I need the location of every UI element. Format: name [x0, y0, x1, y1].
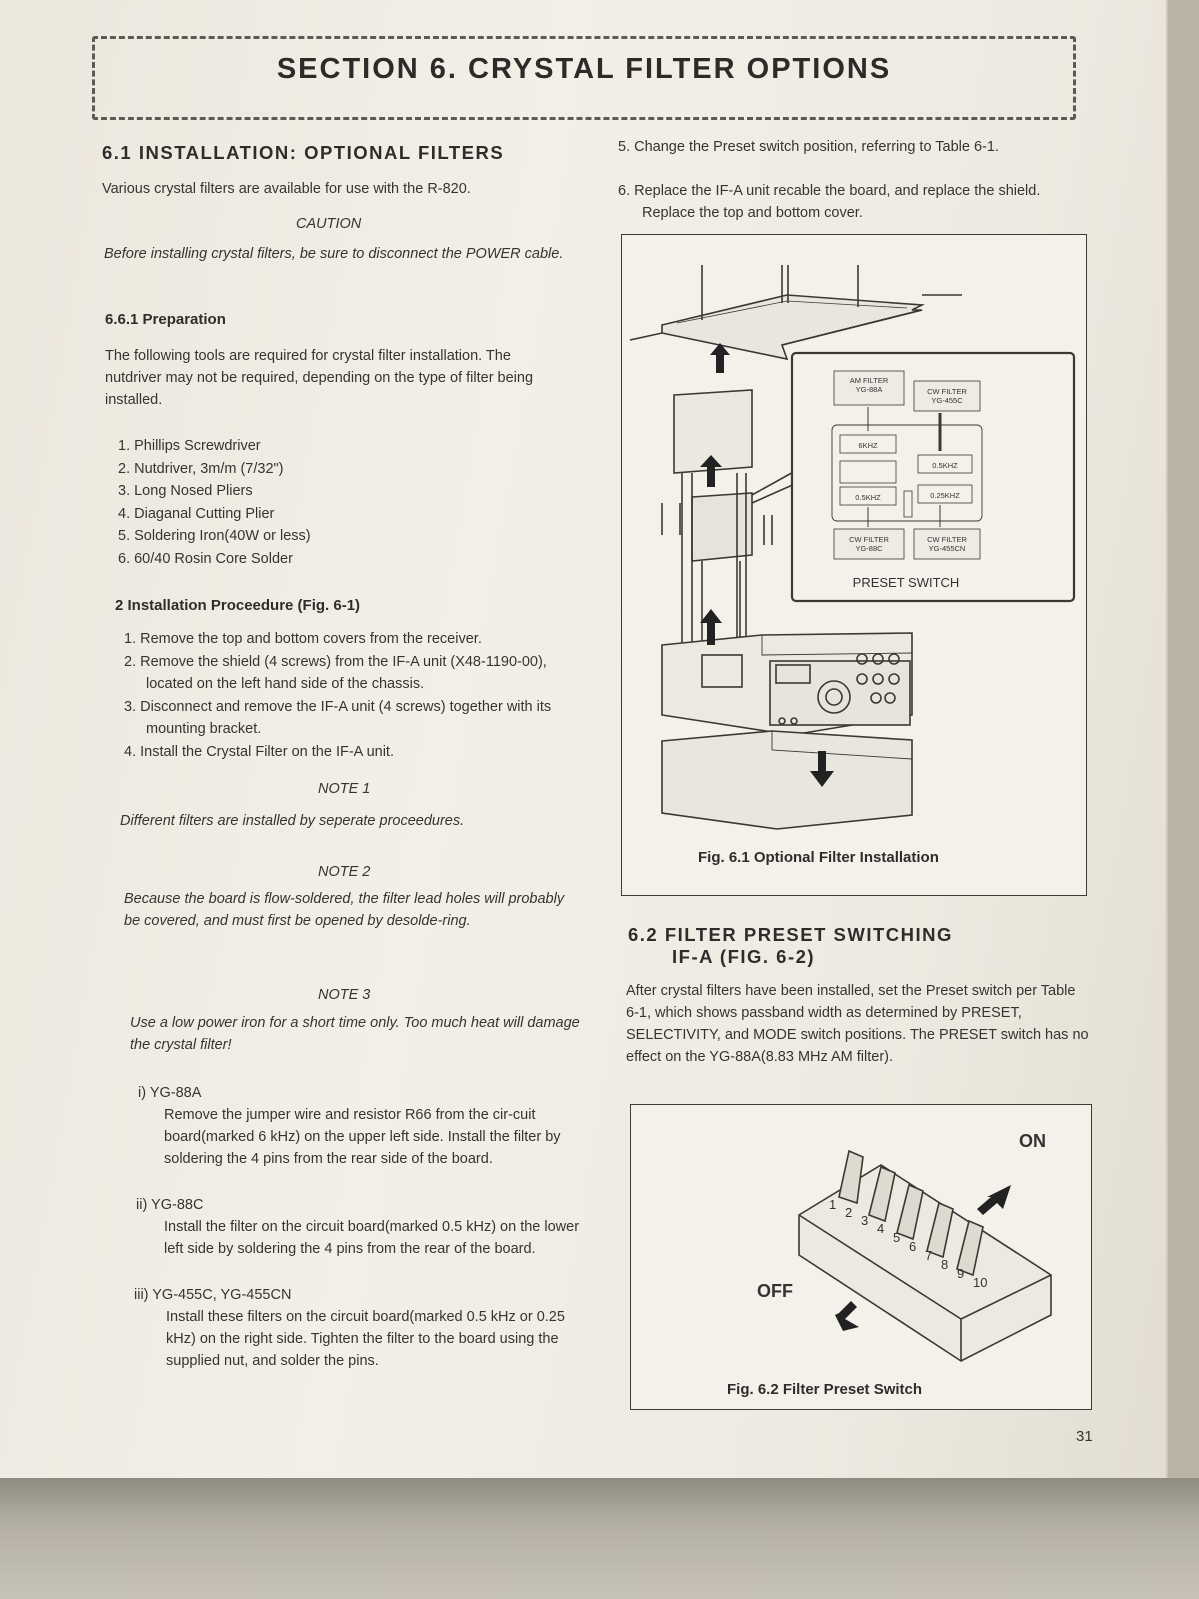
list-item: 1. Remove the top and bottom covers from the receiver.	[124, 631, 482, 647]
note2-text: Because the board is flow-soldered, the filter lead holes will probably be covered, and must first be opened by desolde-ring.	[124, 891, 565, 929]
off-label: OFF	[757, 1281, 793, 1301]
filter-ii-text: Install the filter on the circuit board(marked 0.5 kHz) on the lower left side by soldering the 4 pins from the rear of the board.	[164, 1219, 580, 1257]
switch-digit: 2	[845, 1205, 853, 1220]
fig-6-2-caption: Fig. 6.2 Filter Preset Switch	[727, 1381, 923, 1398]
preset-switching-text: After crystal filters have been installed, set the Preset switch per Table 6-1, which shows passband width as determined by PRESET, SELECTIVITY, and MODE switch positions. The PRESET switch has no effect on the YG-88A(8.83 MHz AM filter).	[626, 983, 1089, 1065]
label-cw-model-br: YG-455CN	[928, 544, 966, 553]
note1-label: NOTE 1	[318, 781, 371, 797]
filter-iii-text: Install these filters on the circuit board(marked 0.5 kHz or 0.25 kHz) on the right side. Tighten the filter to the board using the supplied nut, and solder the pins.	[166, 1309, 565, 1369]
list-item: 2. Nutdriver, 3m/m (7/32")	[118, 460, 284, 477]
list-item: 6. 60/40 Rosin Core Solder	[118, 550, 293, 567]
label-6khz: 6KHZ	[858, 441, 878, 450]
fig-6-1-caption: Fig. 6.1 Optional Filter Installation	[698, 849, 939, 866]
label-05khz-right: 0.5KHZ	[932, 461, 958, 470]
heading-6-6-1: 6.6.1 Preparation	[105, 311, 226, 328]
label-025khz: 0.25KHZ	[930, 491, 960, 500]
label-cw-filter-top: CW FILTER	[927, 387, 967, 396]
step-5: 5. Change the Preset switch position, referring to Table 6-1.	[618, 139, 999, 155]
switch-digit: 10	[973, 1275, 988, 1290]
caution-label: CAUTION	[296, 216, 362, 232]
label-cw-filter-br: CW FILTER	[927, 535, 967, 544]
preset-switch-diagram	[631, 1105, 1089, 1365]
switch-digit: 5	[893, 1230, 901, 1245]
list-item: 3. Long Nosed Pliers	[118, 483, 253, 499]
page-number: 31	[1076, 1428, 1093, 1445]
figure-6-1	[621, 234, 1087, 896]
list-item: 4. Install the Crystal Filter on the IF-A unit.	[124, 743, 394, 760]
figure-6-2	[630, 1104, 1092, 1410]
preparation-text: The following tools are required for crystal filter installation. The nutdriver may not be required, depending on the type of filter being installed.	[105, 348, 534, 408]
label-05khz-left: 0.5KHZ	[855, 493, 881, 502]
filter-i-label: i) YG-88A	[138, 1085, 202, 1101]
label-am-model: YG-88A	[855, 385, 883, 394]
list-item: 5. Soldering Iron(40W or less)	[118, 528, 311, 544]
note3-text: Use a low power iron for a short time only. Too much heat will damage the crystal filter!	[130, 1015, 580, 1053]
table-surface	[0, 1478, 1199, 1599]
switch-digit: 8	[941, 1257, 949, 1272]
list-item: 1. Phillips Screwdriver	[118, 438, 261, 454]
note1-text: Different filters are installed by seperate proceedures.	[120, 813, 465, 829]
installation-steps	[124, 628, 572, 763]
note2-label: NOTE 2	[318, 864, 371, 880]
filter-i-text: Remove the jumper wire and resistor R66 from the cir-cuit board(marked 6 kHz) on the upper left side. Install the filter by soldering the 4 pins from the rear side of the board.	[164, 1107, 561, 1167]
switch-digit: 1	[829, 1197, 837, 1212]
label-am-filter: AM FILTER	[849, 376, 889, 385]
heading-installation-procedure: 2 Installation Proceedure (Fig. 6-1)	[115, 597, 361, 614]
note3-label: NOTE 3	[318, 987, 371, 1003]
list-item: 2. Remove the shield (4 screws) from the IF-A unit (X48-1190-00), located on the left hand side of the chassis.	[124, 653, 547, 692]
heading-6-2-sub: IF-A (FIG. 6-2)	[672, 946, 816, 967]
switch-digit: 3	[861, 1213, 869, 1228]
label-cw-model-bl: YG-88C	[855, 544, 883, 553]
switch-digit: 4	[877, 1221, 885, 1236]
list-item: 3. Disconnect and remove the IF-A unit (4 screws) together with its mounting bracket.	[124, 698, 552, 737]
section-header-box	[92, 36, 1076, 120]
filter-iii-label: iii) YG-455C, YG-455CN	[134, 1287, 292, 1303]
label-cw-model-top: YG-455C	[931, 396, 963, 405]
switch-digit: 7	[925, 1248, 933, 1263]
switch-digit: 6	[909, 1239, 917, 1254]
label-cw-filter-bl: CW FILTER	[849, 535, 889, 544]
switch-digit: 9	[957, 1266, 965, 1281]
step-6: 6. Replace the IF-A unit recable the board, and replace the shield. Replace the top and bottom cover.	[618, 183, 1041, 221]
caution-text: Before installing crystal filters, be sure to disconnect the POWER cable.	[104, 246, 564, 262]
list-item: 4. Diaganal Cutting Plier	[118, 505, 275, 522]
section-title: SECTION 6. CRYSTAL FILTER OPTIONS	[276, 53, 892, 85]
heading-6-1: 6.1 INSTALLATION: OPTIONAL FILTERS	[102, 142, 505, 163]
heading-6-2: 6.2 FILTER PRESET SWITCHING	[628, 924, 953, 945]
on-label: ON	[1019, 1131, 1046, 1151]
installation-diagram	[622, 235, 1085, 835]
tools-list	[118, 435, 311, 570]
intro-text: Various crystal filters are available for use with the R-820.	[102, 181, 471, 197]
filter-ii-label: ii) YG-88C	[136, 1197, 204, 1213]
preset-switch-label: PRESET SWITCH	[852, 575, 960, 590]
